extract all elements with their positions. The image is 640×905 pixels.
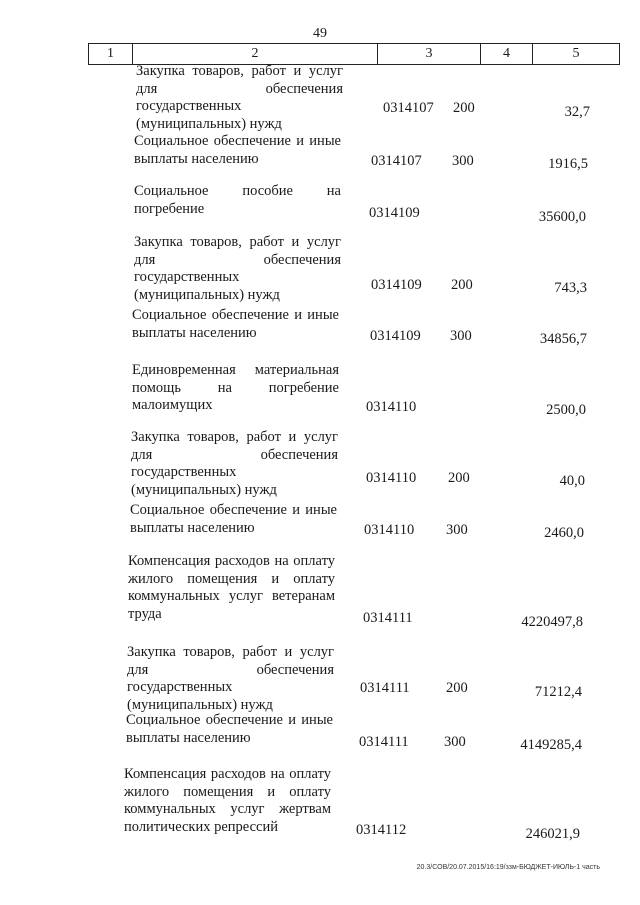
row-expense-type: 200 [448, 470, 470, 486]
row-target-code: 0314110 [366, 399, 417, 415]
row-description: Социальное обеспечение и иные выплаты населению [132, 307, 339, 341]
column-header-4: 4 [481, 44, 533, 64]
row-expense-type: 200 [451, 277, 473, 293]
row-description: Социальное обеспечение и иные выплаты населению [134, 133, 341, 167]
row-description: Закупка товаров, работ и услуг для обеспечения государственных (муниципальных) нужд [127, 644, 334, 713]
row-target-code: 0314109 [369, 205, 420, 221]
row-target-code: 0314107 [383, 100, 434, 116]
column-header-2: 2 [133, 44, 378, 64]
row-description: Социальное обеспечение и иные выплаты населению [126, 712, 333, 746]
row-target-code: 0314111 [363, 610, 413, 626]
row-amount: 1916,5 [548, 156, 588, 172]
row-description: Социальное пособие на погребение [134, 183, 341, 217]
column-header-1: 1 [89, 44, 133, 64]
row-target-code: 0314109 [370, 328, 421, 344]
row-expense-type: 300 [444, 734, 466, 750]
row-expense-type: 300 [452, 153, 474, 169]
row-amount: 34856,7 [539, 331, 587, 347]
row-description: Закупка товаров, работ и услуг для обеспечения государственных (муниципальных) нужд [131, 429, 338, 498]
row-amount: 2460,0 [544, 525, 584, 541]
row-description: Закупка товаров, работ и услуг для обеспечения государственных (муниципальных) нужд [134, 234, 341, 303]
page-number: 49 [313, 26, 327, 41]
row-expense-type: 300 [450, 328, 472, 344]
row-amount: 4220497,8 [521, 614, 583, 630]
row-amount: 743,3 [554, 280, 587, 296]
row-description: Компенсация расходов на оплату жилого помещения и оплату коммунальных услуг ветеранам труда [128, 553, 335, 622]
column-header-5: 5 [572, 46, 580, 61]
row-amount: 35600,0 [538, 209, 586, 225]
row-target-code: 0314111 [360, 680, 410, 696]
row-target-code: 0314110 [366, 470, 417, 486]
row-amount: 32,7 [564, 104, 590, 120]
row-description: Социальное обеспечение и иные выплаты населению [130, 502, 337, 536]
row-description: Закупка товаров, работ и услуг для обеспечения государственных (муниципальных) нужд [136, 63, 343, 132]
row-amount: 71212,4 [534, 684, 582, 700]
row-expense-type: 300 [446, 522, 468, 538]
row-expense-type: 200 [453, 100, 475, 116]
document-footer-stamp: 20.3/СОВ/20.07.2015/16:19/ззм-БЮДЖЕТ-ИЮЛЬ-1 часть [416, 864, 600, 871]
row-amount: 2500,0 [546, 402, 586, 418]
row-target-code: 0314111 [359, 734, 409, 750]
row-target-code: 0314110 [364, 522, 415, 538]
row-target-code: 0314112 [356, 822, 407, 838]
row-amount: 246021,9 [525, 826, 580, 842]
row-amount: 4149285,4 [520, 737, 582, 753]
row-description: Единовременная материальная помощь на погребение малоимущих [132, 362, 339, 413]
row-target-code: 0314107 [371, 153, 422, 169]
row-target-code: 0314109 [371, 277, 422, 293]
row-expense-type: 200 [446, 680, 468, 696]
row-amount: 40,0 [559, 473, 585, 489]
row-description: Компенсация расходов на оплату жилого помещения и оплату коммунальных услуг жертвам политических репрессий [124, 766, 331, 835]
column-header-3: 3 [378, 44, 481, 64]
